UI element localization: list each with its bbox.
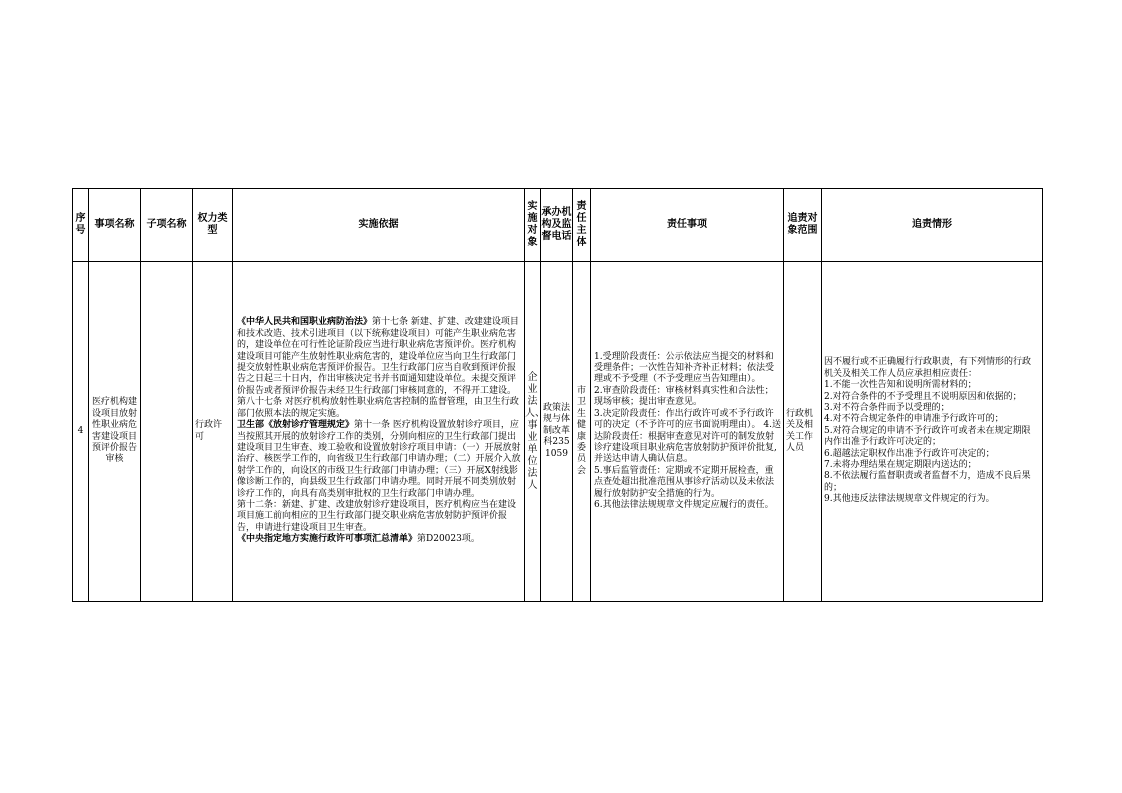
power-list-table — [72, 188, 1043, 602]
basis-law-title: 《中华人民共和国职业病防治法》 — [237, 317, 373, 328]
accountability-item: 5.对符合规定的申请不予行政许可或者未在规定期限内作出准予行政许可决定的； — [824, 425, 1031, 448]
header-seq: 序号 — [73, 189, 89, 262]
header-sub-item: 子项名称 — [141, 189, 193, 262]
responsibility-item: 6.其他法律法规规章文件规定应履行的责任。 — [594, 499, 774, 510]
header-accountability-scope: 追责对象范围 — [784, 189, 822, 262]
basis-text: 第十一条 医疗机构设置放射诊疗项目，应当按照其开展的放射诊疗工作的类别，分别向相应的卫生行政部门提出建设项目卫生审查、竣工验收和设置放射诊疗项目申请：（一）开展放射治疗、核医学工作的，向省级卫生行政部门申请办理；（二）开展介入放射学工作的，向设区的市级卫生行政部门申请办理；（三）开展X射线影像诊断工作的，向县级卫生行政部门申请办理。同时开展不同类别放射诊疗工作的，向具有高类别审批权的卫生行政部门申请办理。 — [237, 420, 521, 499]
accountability-item: 4.对不符合规定条件的申请准予行政许可的； — [824, 414, 1004, 425]
cell-basis — [233, 262, 525, 602]
cell-seq: 4 — [73, 262, 89, 602]
basis-text: 第八十七条 对医疗机构放射性职业病危害控制的监督管理，由卫生行政部门依照本法的规定实施。 — [237, 397, 519, 419]
cell-item-name: 医疗机构建设项目放射性职业病危害建设项目预评价报告审核 — [89, 262, 141, 602]
basis-text: 第十二条：新建、扩建、改建放射诊疗建设项目，医疗机构应当在建设项目施工前向相应的卫生行政部门提交职业病危害放射防护预评价报告，申请进行建设项目卫生审查。 — [237, 499, 517, 533]
cell-responsibilities — [591, 262, 784, 602]
cell-sub-item — [141, 262, 193, 602]
header-responsibilities: 责任事项 — [591, 189, 784, 262]
basis-law-title: 卫生部《放射诊疗管理规定》 — [237, 420, 355, 431]
header-power-type: 权力类型 — [193, 189, 233, 262]
header-accountability: 追责情形 — [822, 189, 1043, 262]
accountability-item: 因不履行或不正确履行行政职责，有下列情形的行政机关及相关工作人员应承担相应责任： — [824, 357, 1032, 379]
cell-accountability — [822, 262, 1043, 602]
basis-law-title: 《中央指定地方实施行政许可事项汇总清单》 — [237, 534, 418, 545]
header-agency: 承办机构及监督电话 — [541, 189, 573, 262]
header-row — [73, 189, 1043, 262]
accountability-item: 6.超越法定职权作出准予行政许可决定的； — [824, 448, 995, 459]
responsibility-item: 1.受理阶段责任：公示依法应当提交的材料和受理条件；一次性告知补齐补正材料；依法受理或不予受理（不予受理应当告知理由）。 — [594, 351, 775, 385]
header-subject: 责任主体 — [573, 189, 591, 262]
basis-text: 第十七条 新建、扩建、改建建设项目和技术改造、技术引进项目（以下统称建设项目）可能产生职业病危害的，建设单位在可行性论证阶段应当进行职业病危害预评价。医疗机构建设项目可能产生放射性职业病危害的，建设单位应当向卫生行政部门提交放射性职业病危害预评价报告。卫生行政部门应当自收到预评价报告之日起三十日内，作出审核决定书并书面通知建设单位。未提交预评价报告或者预评价报告未经卫生行政部门审核同意的，不得开工建设。 — [237, 317, 519, 396]
basis-paragraph — [237, 500, 522, 534]
cell-power-type: 行政许可 — [193, 262, 233, 602]
cell-subject: 市卫生健康委员会 — [573, 262, 591, 602]
accountability-item: 2.对符合条件的不予受理且不说明原因和依据的； — [824, 391, 1022, 402]
basis-paragraph — [237, 397, 522, 420]
cell-agency: 政策法规与体制改革科2351059 — [541, 262, 573, 602]
basis-text: 第D20023项。 — [417, 534, 480, 545]
basis-paragraph — [237, 317, 522, 397]
accountability-item: 1.不能一次性告知和说明所需材料的； — [824, 380, 977, 391]
cell-target: 企业法人、事业单位法人 — [525, 262, 541, 602]
cell-accountability-scope: 行政机关及相关工作人员 — [784, 262, 822, 602]
header-item-name: 事项名称 — [89, 189, 141, 262]
responsibility-item: 5.事后监管责任：定期或不定期开展检查，重点查处超出批准范围从事诊疗活动以及未依法履行放射防护安全措施的行为。 — [594, 465, 775, 499]
accountability-item: 9.其他违反法律法规规章文件规定的行为。 — [824, 494, 995, 505]
header-basis: 实施依据 — [233, 189, 525, 262]
accountability-item: 3.对不符合条件而予以受理的； — [824, 402, 950, 413]
table-row — [73, 262, 1043, 602]
responsibility-item: 2.审查阶段责任：审核材料真实性和合法性；现场审核；提出审查意见。 — [594, 385, 774, 408]
accountability-item: 7.未将办理结果在规定期限内送达的； — [824, 460, 977, 471]
basis-paragraph — [237, 420, 522, 500]
accountability-item: 8.不依法履行监督职责或者监督不力，造成不良后果的； — [824, 471, 1031, 493]
basis-paragraph — [237, 534, 522, 545]
header-target: 实施对象 — [525, 189, 541, 262]
responsibility-item: 3.决定阶段责任：作出行政许可或不予行政许可的决定（不予许可的应书面说明理由）。 4.送达阶段责任：根据审查意见对许可的制发放射诊疗建设项目职业病危害放射防护预评价批复,并送达申请人确认信息。 — [594, 408, 781, 465]
